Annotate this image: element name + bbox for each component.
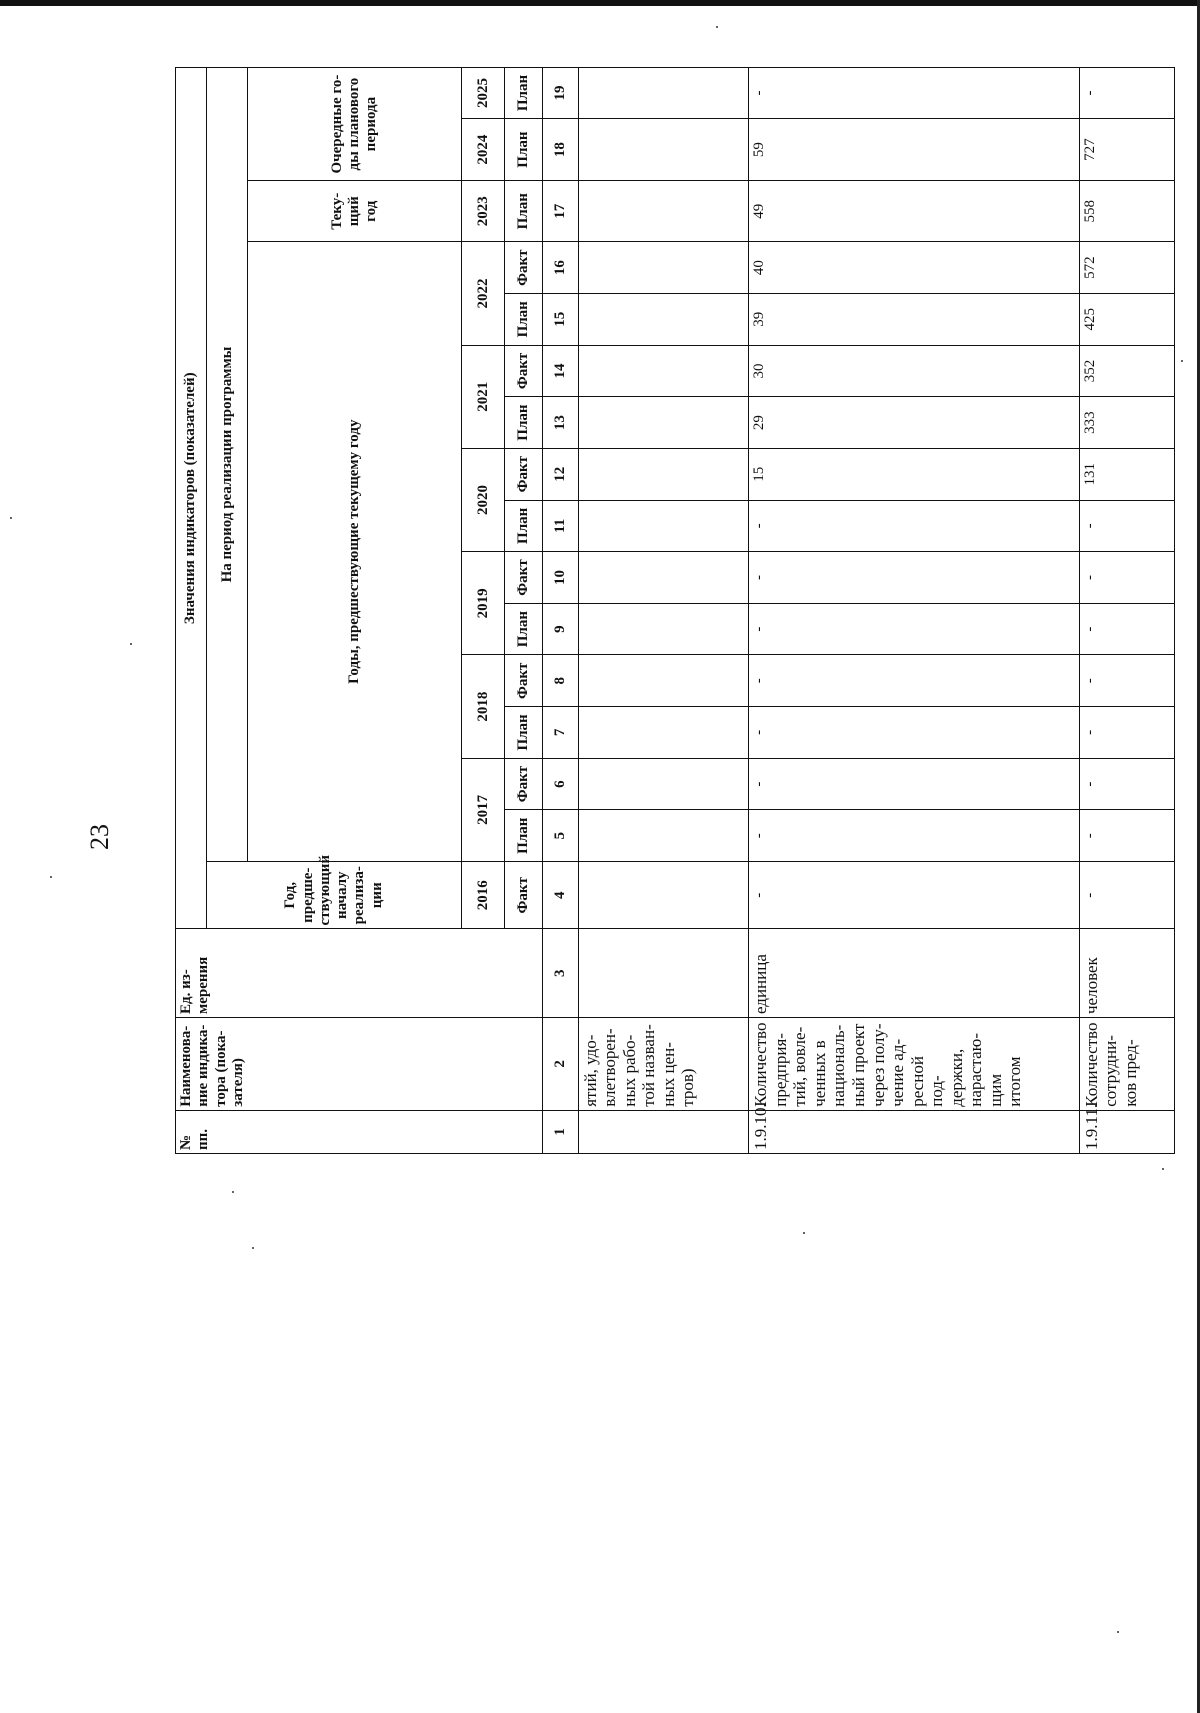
cell — [578, 655, 749, 707]
cell: - — [1079, 810, 1174, 862]
label-fact: Факт — [505, 345, 543, 397]
cell: - — [749, 758, 1079, 810]
scan-speck — [1117, 1631, 1119, 1633]
header-no: № пп. — [176, 1110, 543, 1153]
year-2025: 2025 — [462, 68, 505, 119]
header-values-group: Значения индикаторов (показателей) — [176, 68, 207, 929]
cell: - — [749, 655, 1079, 707]
column-number-row — [543, 68, 578, 1154]
cell: 131 — [1079, 448, 1174, 500]
table-row — [578, 68, 749, 1154]
cell: 558 — [1079, 181, 1174, 242]
table-row — [749, 68, 1079, 1154]
table-row — [1079, 68, 1174, 1154]
cell — [578, 242, 749, 294]
scan-speck — [232, 1191, 234, 1193]
cell: - — [749, 603, 1079, 655]
cell — [578, 181, 749, 242]
cell: 39 — [749, 293, 1079, 345]
cell: - — [1079, 68, 1174, 119]
header-next-years: Очередные го-ды планового периода — [248, 68, 462, 181]
col-number: 15 — [543, 293, 578, 345]
col-number: 14 — [543, 345, 578, 397]
cell — [578, 810, 749, 862]
cell — [578, 448, 749, 500]
cell: - — [1079, 862, 1174, 929]
year-2019: 2019 — [462, 552, 505, 655]
scan-speck — [10, 517, 12, 519]
col-number: 2 — [543, 1018, 578, 1111]
row-name: ятий, удо-влетворен-ных рабо-той назван-ных цен-тров) — [578, 1018, 749, 1111]
label-plan: План — [505, 707, 543, 759]
header-preceding-years: Годы, предшествующие текущему году — [248, 242, 462, 862]
row-unit: человек — [1079, 929, 1174, 1018]
cell — [578, 293, 749, 345]
year-2022: 2022 — [462, 242, 505, 345]
label-plan: План — [505, 68, 543, 119]
col-number: 10 — [543, 552, 578, 604]
header-current-year: Теку-щий год — [248, 181, 462, 242]
label-fact: Факт — [505, 758, 543, 810]
cell — [578, 345, 749, 397]
scan-speck — [130, 643, 132, 645]
cell — [578, 500, 749, 552]
cell: - — [749, 500, 1079, 552]
cell — [578, 707, 749, 759]
row-name: Количество предприя-тий, вовле-ченных в националь-ный проект через полу-чение ад-ресной под-держки, нарастаю-щим итогом — [749, 1018, 1079, 1111]
row-name: Количество сотрудни-ков пред- — [1079, 1018, 1174, 1111]
year-2021: 2021 — [462, 345, 505, 448]
cell: 29 — [749, 397, 1079, 449]
col-number: 18 — [543, 119, 578, 181]
col-number: 5 — [543, 810, 578, 862]
label-fact: Факт — [505, 448, 543, 500]
cell: 40 — [749, 242, 1079, 294]
label-fact: Факт — [505, 862, 543, 929]
cell — [578, 68, 749, 119]
row-unit: единица — [749, 929, 1079, 1018]
cell: 572 — [1079, 242, 1174, 294]
scan-speck — [803, 1232, 805, 1234]
cell: - — [1079, 603, 1174, 655]
cell — [578, 603, 749, 655]
scan-speck — [252, 1247, 254, 1249]
cell: 425 — [1079, 293, 1174, 345]
label-plan: План — [505, 603, 543, 655]
row-no: 1.9.10. — [749, 1110, 1079, 1153]
cell: - — [1079, 500, 1174, 552]
scan-speck — [50, 876, 52, 878]
col-number: 16 — [543, 242, 578, 294]
cell: 333 — [1079, 397, 1174, 449]
scan-speck — [716, 26, 718, 28]
header-unit: Ед. из-мерения — [176, 929, 543, 1018]
col-number: 3 — [543, 929, 578, 1018]
col-number: 7 — [543, 707, 578, 759]
scan-speck — [1181, 360, 1183, 362]
year-2024: 2024 — [462, 119, 505, 181]
year-2016: 2016 — [462, 862, 505, 929]
cell: - — [749, 707, 1079, 759]
header-period: На период реализации программы — [207, 68, 248, 862]
col-number: 4 — [543, 862, 578, 929]
header-name: Наименова-ние индика-тора (пока-зателя) — [176, 1018, 543, 1111]
cell: 49 — [749, 181, 1079, 242]
row-no: 1.9.11. — [1079, 1110, 1174, 1153]
label-fact: Факт — [505, 552, 543, 604]
cell: - — [1079, 655, 1174, 707]
label-fact: Факт — [505, 242, 543, 294]
scan-top-edge — [0, 0, 1200, 6]
year-2017: 2017 — [462, 758, 505, 861]
cell: - — [749, 68, 1079, 119]
row-no — [578, 1110, 749, 1153]
cell: 59 — [749, 119, 1079, 181]
cell: - — [1079, 707, 1174, 759]
cell — [578, 758, 749, 810]
cell: 727 — [1079, 119, 1174, 181]
cell: 30 — [749, 345, 1079, 397]
col-number: 13 — [543, 397, 578, 449]
rotated-table-container — [175, 67, 1175, 1154]
label-plan: План — [505, 293, 543, 345]
col-number: 12 — [543, 448, 578, 500]
year-2023: 2023 — [462, 181, 505, 242]
page-number: 23 — [85, 824, 114, 850]
cell — [578, 862, 749, 929]
label-plan: План — [505, 810, 543, 862]
col-number: 17 — [543, 181, 578, 242]
year-2020: 2020 — [462, 448, 505, 551]
label-fact: Факт — [505, 655, 543, 707]
scan-speck — [1162, 1168, 1164, 1170]
year-2018: 2018 — [462, 655, 505, 758]
col-number: 6 — [543, 758, 578, 810]
cell: 352 — [1079, 345, 1174, 397]
cell: - — [1079, 758, 1174, 810]
cell: - — [1079, 552, 1174, 604]
label-plan: План — [505, 500, 543, 552]
indicators-table — [175, 67, 1175, 1154]
col-number: 19 — [543, 68, 578, 119]
cell: - — [749, 552, 1079, 604]
label-plan: План — [505, 119, 543, 181]
cell — [578, 119, 749, 181]
col-number: 9 — [543, 603, 578, 655]
col-number: 8 — [543, 655, 578, 707]
label-plan: План — [505, 181, 543, 242]
header-year-before: Год, предше-ствующий началу реализа-ции — [207, 862, 462, 929]
cell: - — [749, 862, 1079, 929]
col-number: 1 — [543, 1110, 578, 1153]
label-plan: План — [505, 397, 543, 449]
cell — [578, 552, 749, 604]
cell: 15 — [749, 448, 1079, 500]
row-unit — [578, 929, 749, 1018]
cell: - — [749, 810, 1079, 862]
cell — [578, 397, 749, 449]
col-number: 11 — [543, 500, 578, 552]
